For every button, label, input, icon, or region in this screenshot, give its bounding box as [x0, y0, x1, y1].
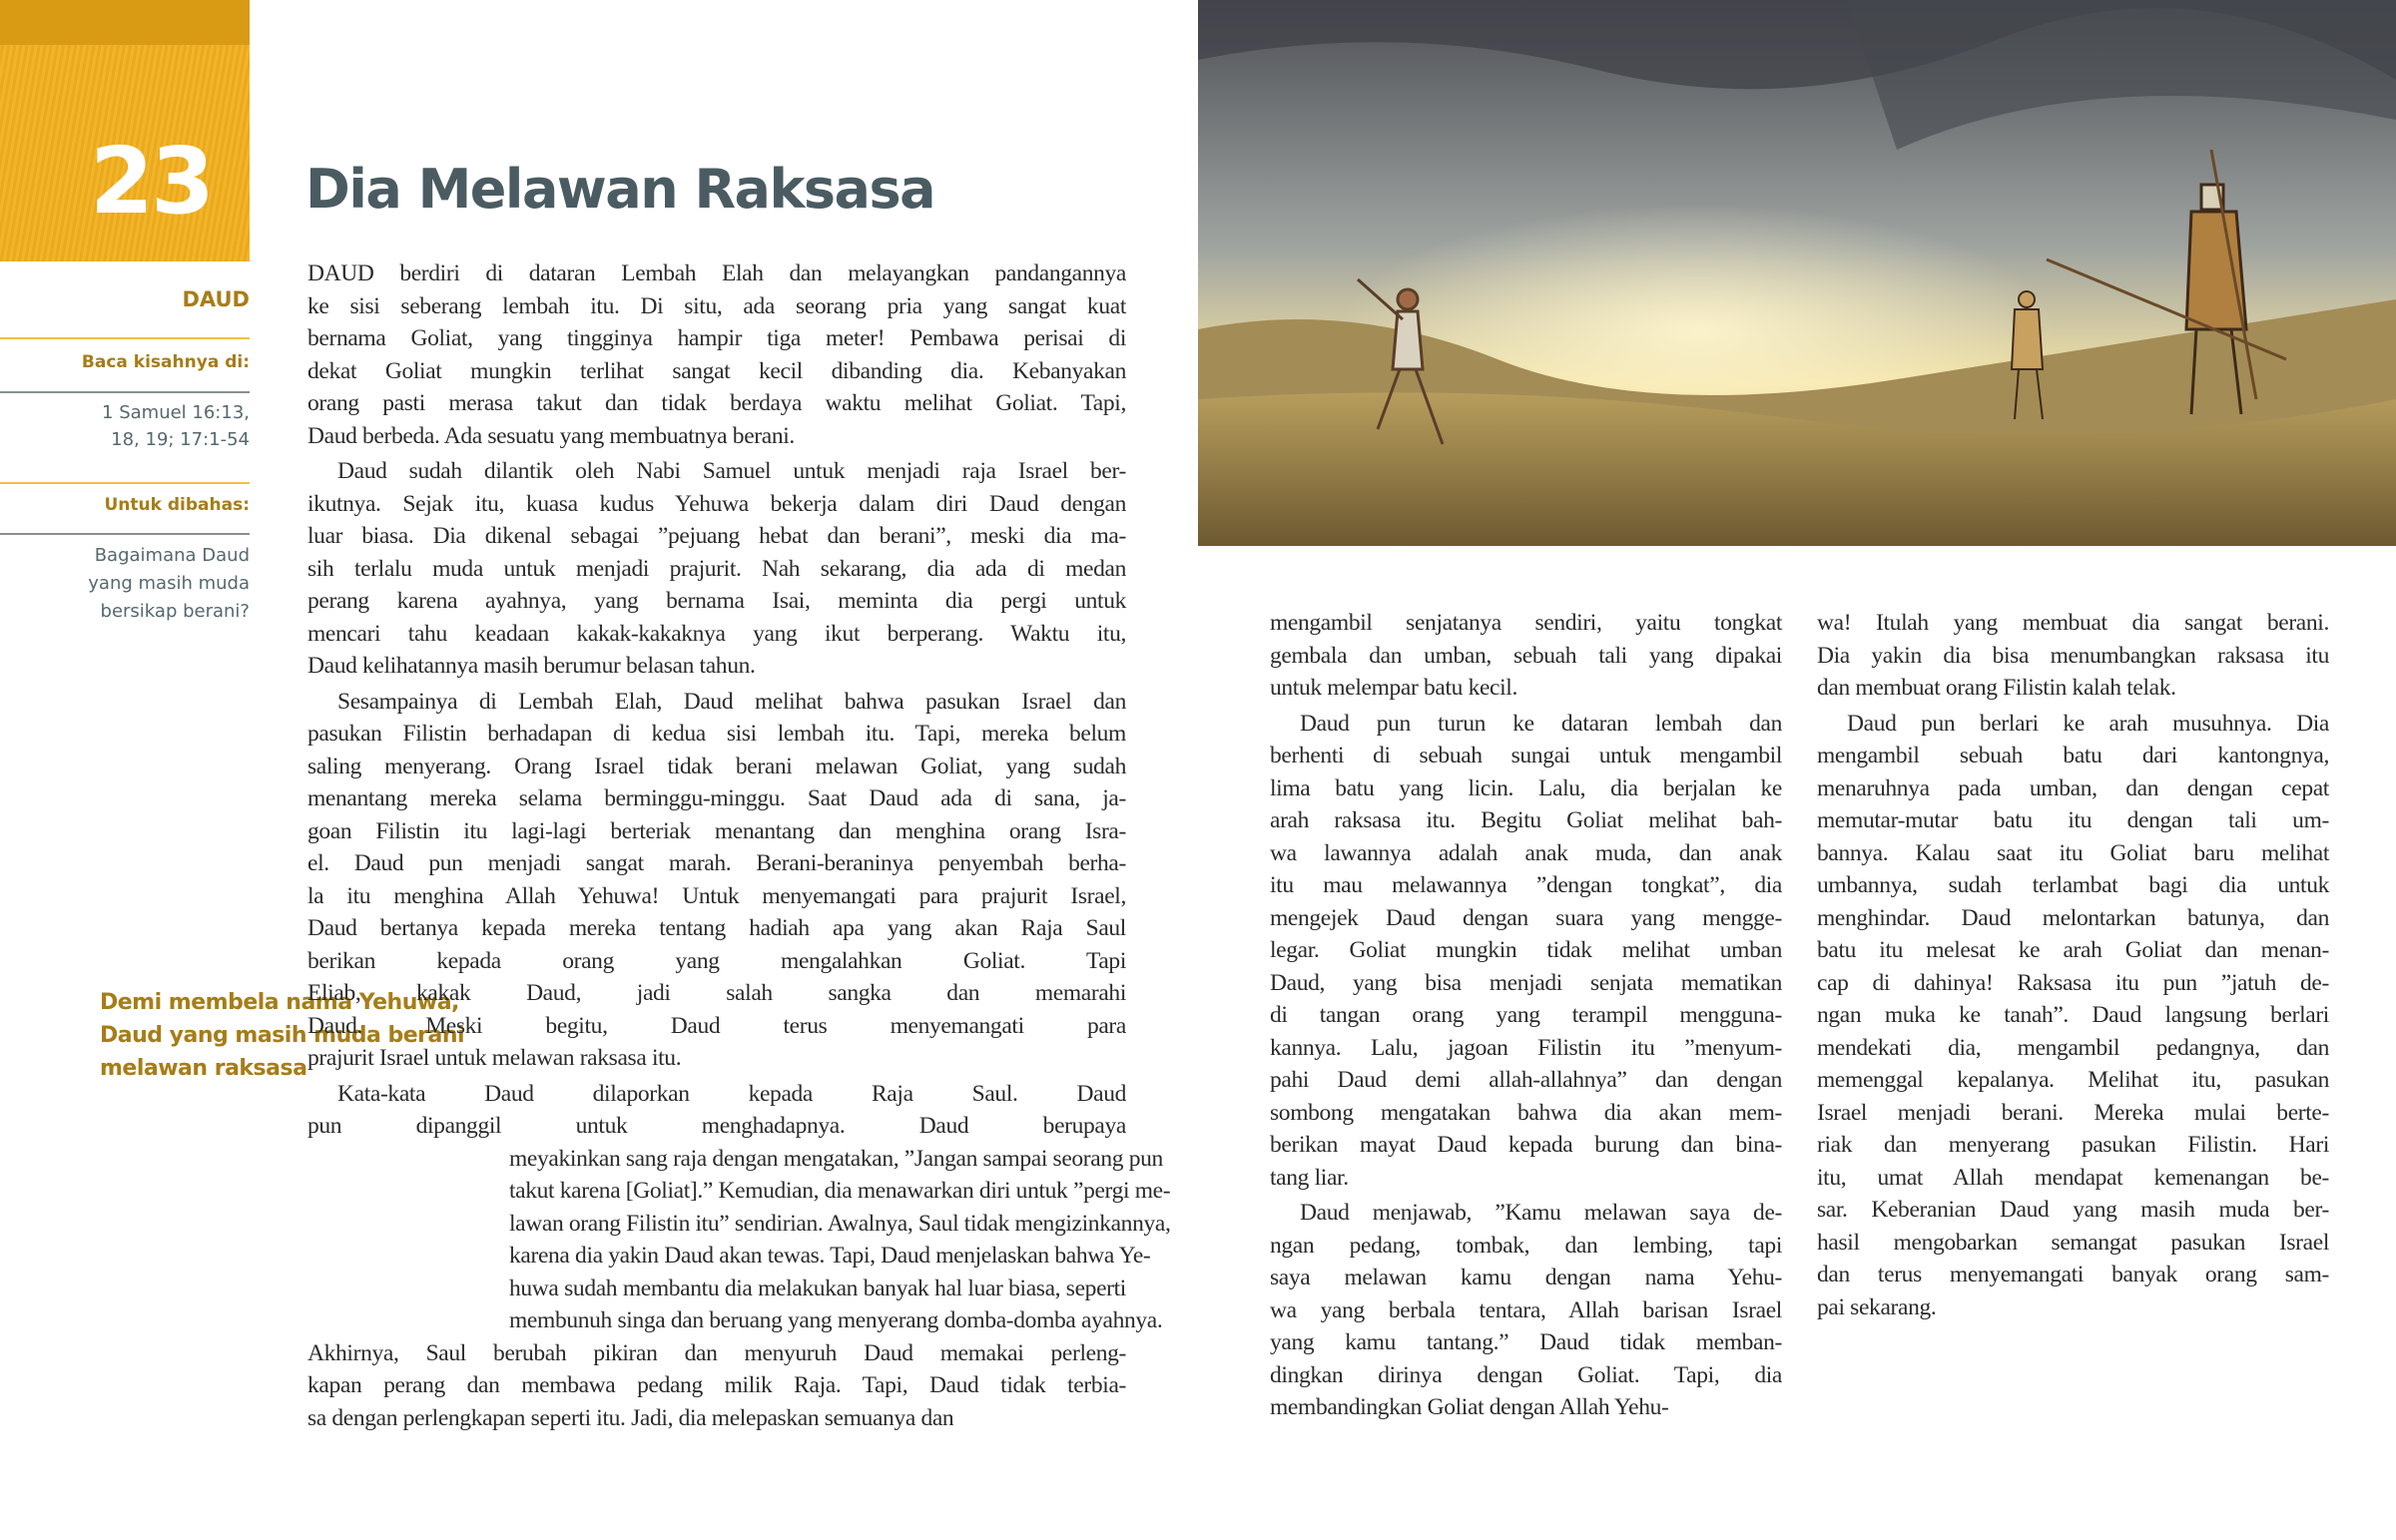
text-line: menghindar. Daud melontarkan batunya, dan: [1817, 904, 2329, 931]
text-line: sar. Keberanian Daud yang masih muda ber-: [1817, 1197, 2329, 1223]
page-title: Dia Melawan Raksasa: [305, 158, 935, 221]
text-line: kapan perang dan membawa pedang milik Raja. Tapi, Daud tidak terbia-: [307, 1372, 1126, 1398]
text-line: membandingkan Goliat dengan Allah Yehu-: [1270, 1394, 1669, 1420]
text-line: dekat Goliat mungkin terlihat sangat kecil dibanding dia. Kebanyakan: [307, 357, 1126, 384]
text-line: la itu menghina Allah Yehuwa! Untuk menyemangati para prajurit Israel,: [307, 882, 1126, 909]
body-column-3: [1817, 607, 2329, 1323]
text-line: memutar-mutar batu itu dengan tali um-: [1817, 807, 2329, 833]
text-line: mendekati dia, mengambil pedangnya, dan: [1817, 1034, 2329, 1061]
text-line: kannya. Lalu, jagoan Filistin itu ”menyum-: [1270, 1034, 1782, 1061]
paragraph: [1817, 607, 2329, 705]
text-line: Daud sudah dilantik oleh Nabi Samuel untuk menjadi raja Israel ber-: [337, 458, 1126, 484]
text-line: ke sisi seberang lembah itu. Di situ, ada seorang pria yang sangat kuat: [307, 292, 1126, 319]
paragraph: [307, 455, 1126, 683]
text-line: Akhirnya, Saul berubah pikiran dan menyuruh Daud memakai perleng-: [307, 1339, 1126, 1366]
text-line: itu mau melawannya ”dengan tongkat”, dia: [1270, 872, 1782, 898]
text-line: prajurit Israel untuk melawan raksasa itu.: [307, 1045, 682, 1071]
text-line: wa! Itulah yang membuat dia sangat berani.: [1817, 610, 2329, 636]
text-line: Daud, yang bisa menjadi senjata mematikan: [1270, 969, 1782, 996]
text-line: el. Daud pun menjadi sangat marah. Berani-beraninya penyembah berha-: [307, 850, 1126, 876]
text-line: untuk melempar batu kecil.: [1270, 675, 1518, 701]
question-line: bersikap berani?: [100, 601, 250, 622]
text-line: goan Filistin itu lagi-lagi berteriak menantang dan menghina orang Isra-: [307, 817, 1126, 844]
text-line: umbannya, sudah terlambat bagi dia untuk: [1817, 872, 2329, 898]
paragraph: [1270, 1197, 1782, 1424]
text-line: Daud berbeda. Ada sesuatu yang membuatnya berani.: [307, 422, 795, 449]
character-name: DAUD: [182, 287, 250, 311]
text-line: mengambil sebuah batu dari kantongnya,: [1817, 743, 2329, 769]
text-line: gembala dan umban, sebuah tali yang dipakai: [1270, 642, 1782, 669]
text-line: meyakinkan sang raja dengan mengatakan, ”Jangan sampai seorang pun: [509, 1145, 1163, 1172]
question-line: Bagaimana Daud: [94, 545, 250, 566]
body-column-2: [1270, 607, 1782, 1424]
text-line: mencari tahu keadaan kakak-kakaknya yang ikut berperang. Waktu itu,: [307, 620, 1126, 647]
text-line: orang pasti merasa takut dan tidak berdaya waktu melihat Goliat. Tapi,: [307, 390, 1126, 416]
text-line: berikan mayat Daud kepada burung dan bina-: [1270, 1132, 1782, 1158]
text-line: wa yang berbala tentara, Allah barisan Israel: [1270, 1296, 1782, 1323]
reference-line: 1 Samuel 16:13,: [102, 402, 250, 423]
paragraph: [1270, 607, 1782, 705]
question-line: yang masih muda: [88, 573, 250, 594]
text-line: dan membuat orang Filistin kalah telak.: [1817, 675, 2176, 701]
text-line: dingkan dirinya dengan Goliat. Tapi, dia: [1270, 1361, 1782, 1388]
text-line: membunuh singa dan beruang yang menyerang domba-domba ayahnya.: [509, 1307, 1163, 1333]
text-line: sa dengan perlengkapan seperti itu. Jadi, dia melepaskan semuanya dan: [307, 1404, 954, 1431]
paragraph: [307, 257, 1126, 452]
text-line: menaruhnya pada umban, dan dengan cepat: [1817, 774, 2329, 801]
divider: [0, 391, 250, 393]
text-line: menantang mereka selama berminggu-minggu. Saat Daud ada di sana, ja-: [307, 785, 1126, 811]
body-column-1: [307, 257, 1171, 1434]
text-line: pahi Daud demi allah-allahnya” dan dengan: [1270, 1067, 1782, 1093]
text-line: pasukan Filistin berhadapan di kedua sisi lembah itu. Tapi, mereka belum: [307, 721, 1126, 747]
discussion-question: [88, 542, 250, 626]
text-line: Daud pun berlari ke arah musuhnya. Dia: [1847, 710, 2329, 737]
text-line: bernama Goliat, yang tingginya hampir tiga meter! Pembawa perisai di: [307, 325, 1126, 351]
text-line: mengambil senjatanya sendiri, yaitu tongkat: [1270, 610, 1782, 636]
text-line: cap di dahinya! Raksasa itu pun ”jatuh de-: [1817, 969, 2329, 996]
text-line: takut karena [Goliat].” Kemudian, dia menawarkan diri untuk ”pergi me-: [509, 1178, 1171, 1204]
paragraph: [1817, 708, 2329, 1324]
text-line: berikan kepada orang yang mengalahkan Goliat. Tapi: [307, 947, 1126, 974]
text-line: itu, umat Allah mendapat kemenangan be-: [1817, 1164, 2329, 1191]
text-line: lima batu yang licin. Lalu, dia berjalan ke: [1270, 774, 1782, 801]
text-line: riak dan menyerang pasukan Filistin. Hari: [1817, 1132, 2329, 1158]
caption-line: melawan raksasa: [100, 1056, 307, 1081]
text-line: ngan pedang, tombak, dan lembing, tapi: [1270, 1232, 1782, 1259]
text-line: luar biasa. Dia dikenal sebagai ”pejuang hebat dan berani”, meski dia ma-: [307, 523, 1126, 549]
scripture-reference: [102, 399, 250, 453]
text-line: dan terus menyemangati banyak orang sam-: [1817, 1262, 2329, 1287]
text-line: arah raksasa itu. Begitu Goliat melihat bah-: [1270, 807, 1782, 833]
chapter-band: [0, 0, 250, 45]
paragraph: [307, 686, 1126, 1075]
paragraph: [307, 1078, 1171, 1435]
text-line: ikutnya. Sejak itu, kuasa kudus Yehuwa bekerja dalam diri Daud dengan: [307, 490, 1126, 517]
text-line: batu itu melesat ke arah Goliat dan menan-: [1817, 937, 2329, 963]
text-line: tang liar.: [1270, 1164, 1349, 1191]
text-line: huwa sudah membantu dia melakukan banyak hal luar biasa, seperti: [509, 1275, 1126, 1301]
text-line: bannya. Kalau saat itu Goliat baru melihat: [1817, 839, 2329, 866]
text-line: memenggal kepalanya. Melihat itu, pasukan: [1817, 1067, 2329, 1093]
text-line: karena dia yakin Daud akan tewas. Tapi, Daud menjelaskan bahwa Ye-: [509, 1243, 1151, 1269]
text-line: Daud. Meski begitu, Daud terus menyemangati para: [307, 1012, 1126, 1039]
text-line: DAUD berdiri di dataran Lembah Elah dan melayangkan pandangannya: [307, 260, 1126, 286]
text-line: perang karena ayahnya, yang bernama Isai, meminta dia pergi untuk: [307, 588, 1126, 614]
text-line: di tangan orang yang terampil mengguna-: [1270, 1002, 1782, 1028]
text-line: pun dipanggil untuk menghadapnya. Daud berupaya: [307, 1113, 1126, 1139]
text-line: Israel menjadi berani. Mereka mulai berte-: [1817, 1099, 2329, 1126]
text-line: Daud bertanya kepada mereka tentang hadiah apa yang akan Raja Saul: [307, 915, 1126, 941]
text-line: Sesampainya di Lembah Elah, Daud melihat bahwa pasukan Israel dan: [337, 688, 1126, 715]
read-label: Baca kisahnya di:: [81, 352, 250, 372]
text-line: mengejek Daud dengan suara yang mengge-: [1270, 904, 1782, 931]
text-line: wa lawannya adalah anak muda, dan anak: [1270, 839, 1782, 866]
text-line: legar. Goliat mungkin tidak melihat umban: [1270, 937, 1782, 963]
text-line: yang kamu tantang.” Daud tidak memban-: [1270, 1329, 1782, 1355]
text-line: Daud menjawab, ”Kamu melawan saya de-: [1300, 1200, 1782, 1226]
reference-line: 18, 19; 17:1-54: [111, 429, 250, 450]
text-line: Dia yakin dia bisa menumbangkan raksasa itu: [1817, 642, 2329, 669]
text-line: sih terlalu muda untuk menjadi prajurit. Nah sekarang, dia ada di medan: [307, 555, 1126, 582]
text-line: pai sekarang.: [1817, 1293, 1937, 1320]
chapter-number: 23: [90, 128, 213, 235]
text-line: Kata-kata Daud dilaporkan kepada Raja Saul. Daud: [337, 1080, 1126, 1107]
text-line: ngan muka ke tanah”. Daud langsung berlari: [1817, 1002, 2329, 1028]
text-line: saya melawan kamu dengan nama Yehu-: [1270, 1265, 1782, 1290]
text-line: Daud kelihatannya masih berumur belasan tahun.: [307, 653, 756, 679]
divider: [0, 337, 250, 339]
divider: [0, 482, 250, 484]
david-goliath-illustration: [1198, 0, 2396, 546]
caption-line: Demi membela nama Yehuwa,: [100, 990, 459, 1015]
paragraph: [1270, 708, 1782, 1195]
text-line: lawan orang Filistin itu” sendirian. Awalnya, Saul tidak mengizinkannya,: [509, 1210, 1171, 1237]
discuss-label: Untuk dibahas:: [104, 495, 250, 515]
text-line: saling menyerang. Orang Israel tidak berani melawan Goliat, yang sudah: [307, 753, 1126, 779]
divider: [0, 533, 250, 535]
text-line: berhenti di sebuah sungai untuk mengambil: [1270, 743, 1782, 769]
caption-line: Daud yang masih muda berani: [100, 1023, 465, 1048]
text-line: sombong mengatakan bahwa dia akan mem-: [1270, 1099, 1782, 1126]
text-line: Eliab, kakak Daud, jadi salah sangka dan memarahi: [307, 980, 1126, 1006]
text-line: Daud pun turun ke dataran lembah dan: [1300, 710, 1782, 737]
text-line: hasil mengobarkan semangat pasukan Israel: [1817, 1229, 2329, 1256]
